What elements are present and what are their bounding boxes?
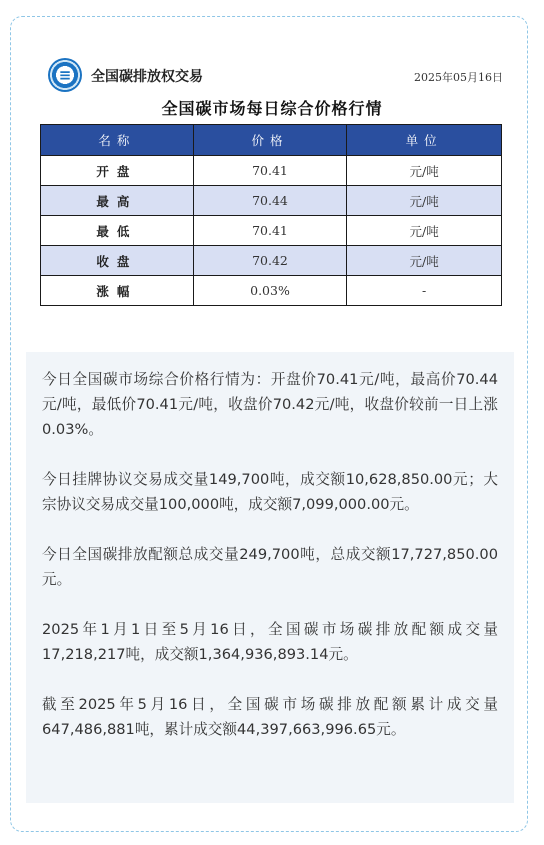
row-name: 最低 <box>41 216 194 246</box>
report-date: 2025年05月16日 <box>414 71 503 84</box>
table-row <box>41 216 502 246</box>
summary-paragraph: 截至2025年5月16日，全国碳市场碳排放配额累计成交量647,486,881吨，累计成交额44,397,663,996.65元。 <box>42 696 498 738</box>
row-name: 收盘 <box>41 246 194 276</box>
org-name: 全国碳排放权交易 <box>91 69 203 85</box>
row-price: 70.42 <box>193 246 347 276</box>
row-unit: 元/吨 <box>347 246 502 276</box>
row-price: 70.41 <box>193 156 347 186</box>
column-header-price: 价格 <box>193 125 347 156</box>
summary-panel <box>26 352 514 803</box>
summary-paragraph: 2025年1月1日至5月16日，全国碳市场碳排放配额成交量17,218,217吨，成交额1,364,936,893.14元。 <box>42 621 498 663</box>
row-unit: 元/吨 <box>347 156 502 186</box>
row-name: 涨幅 <box>41 276 194 306</box>
row-price: 0.03% <box>193 276 347 306</box>
row-name: 开盘 <box>41 156 194 186</box>
cets-logo-icon <box>48 58 82 92</box>
table-row <box>41 186 502 216</box>
table-header-row <box>41 125 502 156</box>
table-row <box>41 276 502 306</box>
header <box>48 58 503 94</box>
table-row <box>41 246 502 276</box>
page-title: 全国碳市场每日综合价格行情 <box>161 99 383 118</box>
row-unit: 元/吨 <box>347 186 502 216</box>
price-table <box>40 124 502 306</box>
row-name: 最高 <box>41 186 194 216</box>
row-price: 70.44 <box>193 186 347 216</box>
row-price: 70.41 <box>193 216 347 246</box>
summary-paragraph: 今日挂牌协议交易成交量149,700吨，成交额10,628,850.00元；大宗协议交易成交量100,000吨，成交额7,099,000.00元。 <box>42 471 498 513</box>
column-header-unit: 单位 <box>347 125 502 156</box>
summary-paragraph: 今日全国碳排放配额总成交量249,700吨，总成交额17,727,850.00元。 <box>42 546 498 588</box>
row-unit: 元/吨 <box>347 216 502 246</box>
logo-e-icon: ≡ <box>58 66 72 84</box>
column-header-name: 名称 <box>41 125 194 156</box>
table-row <box>41 156 502 186</box>
summary-paragraph: 今日全国碳市场综合价格行情为：开盘价70.41元/吨，最高价70.44元/吨，最低价70.41元/吨，收盘价70.42元/吨，收盘价较前一日上涨0.03%。 <box>42 371 498 438</box>
row-unit: - <box>347 276 502 306</box>
